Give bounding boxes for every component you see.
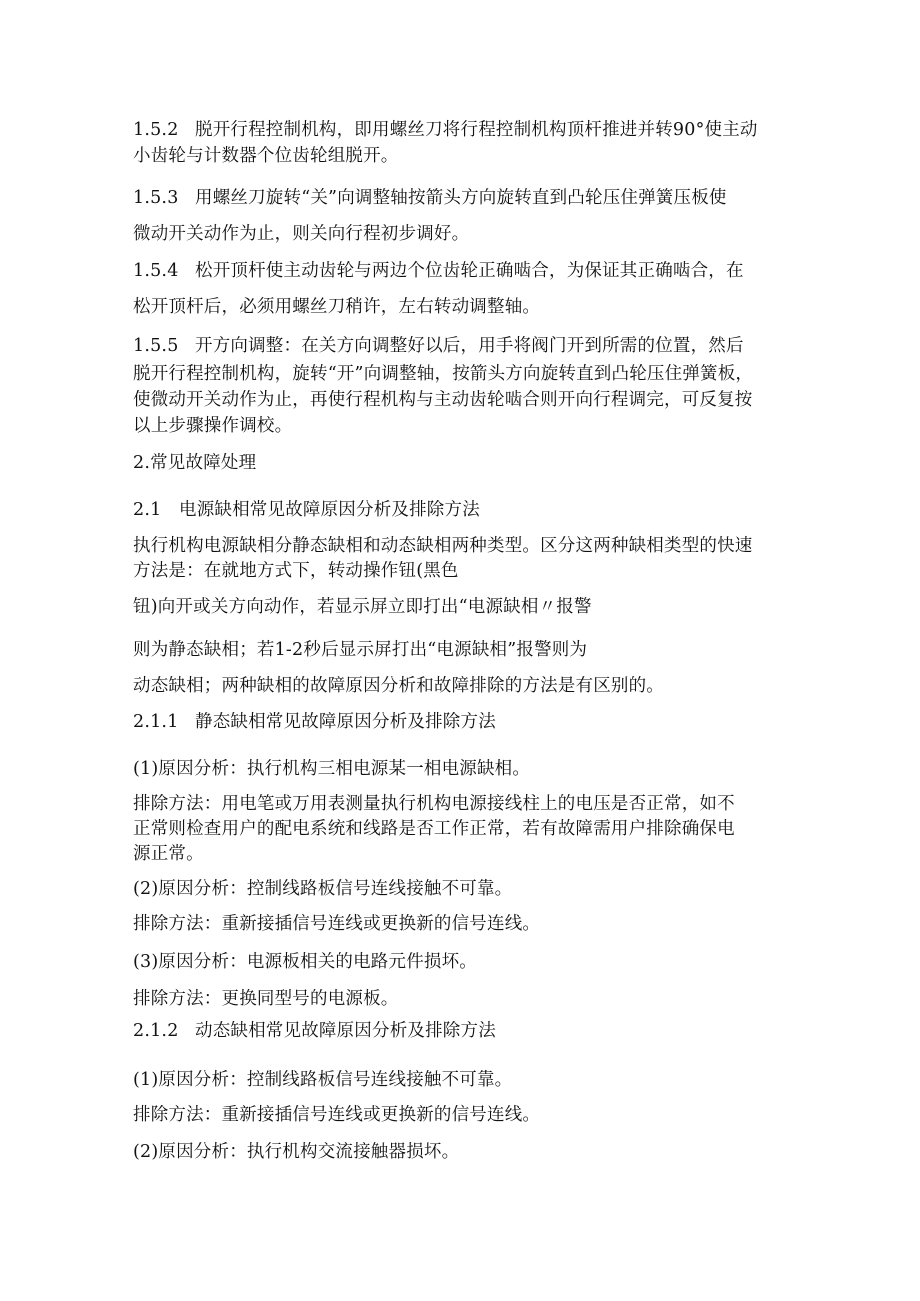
section-number: 2.1 [133,500,162,520]
para-1-5-4-line-2: 松开顶杆后，必须用螺丝刀稍许，左右转动调整轴。 [133,297,541,317]
remedy-3: 排除方法：更换同型号的电源板。 [133,989,399,1009]
heading-text: 电源缺相常见故障原因分析及排除方法 [179,500,480,520]
section-number: 1.5.3 [133,188,179,208]
heading-2-1 [133,498,480,522]
para-1-5-3-line-1 [133,186,727,210]
cause-1: (1)原因分析：执行机构三相电源某一相电源缺相。 [133,759,531,779]
para-1-5-3-line-2: 微动开关动作为止，则关向行程初步调好。 [133,224,470,244]
cause-3: (3)原因分析：电源板相关的电路元件损坏。 [133,952,477,972]
cause-2: (2)原因分析：控制线路板信号连线接触不可靠。 [133,879,513,899]
remedy-1-line-1: 排除方法：用电笔或万用表测量执行机构电源接线柱上的电压是否正常，如不 [133,794,735,814]
remedy-2-1: 排除方法：重新接插信号连线或更换新的信号连线。 [133,1105,541,1125]
para-text: 用螺丝刀旋转“关”向调整轴按箭头方向旋转直到凸轮压住弹簧压板使 [195,188,727,208]
remedy-1-line-2: 正常则检查用户的配电系统和线路是否工作正常，若有故障需用户排除确保电 [133,819,735,839]
heading-2: 2.常见故障处理 [133,453,257,473]
section-number: 1.5.4 [133,261,179,281]
para-2-1-line-1: 执行机构电源缺相分静态缺相和动态缺相两种类型。区分这两种缺相类型的快速 [133,536,753,556]
para-1-5-5-line-2: 脱开行程控制机构，旋转“开”向调整轴，按箭头方向旋转直到凸轮压住弹簧板， [133,364,754,384]
para-2-1-line-4: 则为静态缺相；若1-2秒后显示屏打出“电源缺相”报警则为 [133,640,588,660]
remedy-2: 排除方法：重新接插信号连线或更换新的信号连线。 [133,914,541,934]
para-2-1-line-2: 方法是：在就地方式下，转动操作钮(黑色 [133,561,459,581]
para-1-5-5-line-4: 以上步骤操作调校。 [133,416,293,436]
para-text: 松开顶杆使主动齿轮与两边个位齿轮正确啮合，为保证其正确啮合，在 [195,261,744,281]
para-1-5-2-line-1 [133,118,758,142]
section-number: 2.1.2 [133,1021,179,1041]
cause-2-1: (1)原因分析：控制线路板信号连线接触不可靠。 [133,1070,513,1090]
para-1-5-5-line-1 [133,334,744,358]
para-1-5-2-line-2: 小齿轮与计数器个位齿轮组脱开。 [133,146,399,166]
section-number: 1.5.2 [133,120,179,140]
section-number: 1.5.5 [133,336,179,356]
para-2-1-line-5: 动态缺相；两种缺相的故障原因分析和故障排除的方法是有区别的。 [133,676,664,696]
heading-2-1-1 [133,710,496,734]
para-1-5-4-line-1 [133,259,744,283]
heading-2-1-2 [133,1019,496,1043]
section-number: 2.1.1 [133,712,179,732]
para-text: 开方向调整：在关方向调整好以后，用手将阀门开到所需的位置，然后 [195,336,744,356]
heading-text: 动态缺相常见故障原因分析及排除方法 [195,1021,496,1041]
para-1-5-5-line-3: 使微动开关动作为止，再使行程机构与主动齿轮啮合则开向行程调完，可反复按 [133,390,753,410]
cause-2-2: (2)原因分析：执行机构交流接触器损坏。 [133,1142,460,1162]
heading-text: 静态缺相常见故障原因分析及排除方法 [195,712,496,732]
para-text: 脱开行程控制机构，即用螺丝刀将行程控制机构顶杆推进并转90°使主动 [195,120,758,140]
para-2-1-line-3: 钮)向开或关方向动作，若显示屏立即打出“电源缺相〃报警 [133,597,592,617]
remedy-1-line-3: 源正常。 [133,844,204,864]
